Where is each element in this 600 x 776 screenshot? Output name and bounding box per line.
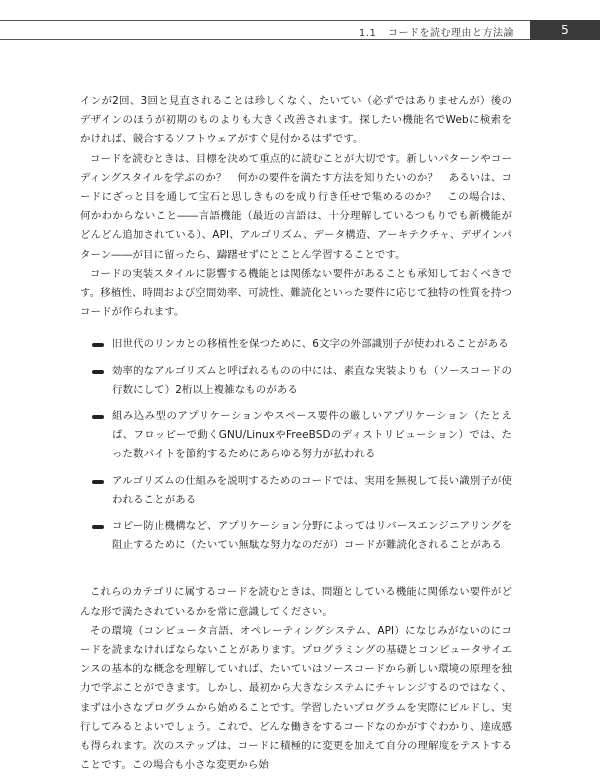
bullet-item bbox=[80, 407, 512, 465]
page-number: 5 bbox=[561, 23, 569, 37]
bullet-text: コピー防止機構など、アプリケーション分野によってはリバースエンジニアリングを阻止するために（たいてい無駄な努力なのだが）コードが難読化されることがある bbox=[112, 520, 512, 552]
paragraph: コードの実装スタイルに影響する機能とは関係ない要件があることも承知しておくべきです。移植性、時間および空間効率、可読性、難読化といった要件に応じて独特の性質を持つコードが作られます。 bbox=[80, 267, 512, 319]
paragraph: これらのカテゴリに属するコードを読むときは、問題としている機能に関係ない要件がどんな形で満たされているかを常に意識してください。 bbox=[80, 586, 512, 618]
bullet-item bbox=[80, 472, 512, 510]
section-title: コードを読む理由と方法論 bbox=[388, 28, 514, 39]
section-number: 1.1 bbox=[358, 28, 377, 39]
paragraph-continued: インが2回、3回と見直されることは珍しくなく、たいてい（必ずではありませんが）後のデザインのほうが初期のものよりも大きく改善されます。探したい機能名でWebに検索をかければ、競合するソフトウェアがすぐ見付かるはずです。 bbox=[80, 95, 512, 146]
bullet-marker-icon bbox=[92, 343, 104, 347]
bullet-text: 効率的なアルゴリズムと呼ばれるものの中には、素直な実装よりも（ソースコードの行数にして）2桁以上複雑なものがある bbox=[112, 364, 512, 396]
bullet-list bbox=[80, 335, 512, 555]
running-head bbox=[359, 24, 514, 39]
bullet-text: 組み込み型のアプリケーションやスペース要件の厳しいアプリケーション（たとえば、フロッピーで動くGNU/LinuxやFreeBSDのディストリビューション）では、たった数バイトを節約するためにあらゆる努力が払われる bbox=[112, 410, 512, 461]
bullet-marker-icon bbox=[92, 415, 104, 419]
bullet-marker-icon bbox=[92, 525, 104, 529]
bullet-item bbox=[80, 335, 512, 354]
bullet-text: アルゴリズムの仕組みを説明するためのコードでは、実用を無視して長い識別子が使われることがある bbox=[112, 474, 512, 506]
paragraph: その環境（コンピュータ言語、オペレーティングシステム、API）になじみがないのにコードを読まなければならないことがあります。プログラミングの基礎とコンピュータサイエンスの基本的な概念を理解していれば、たいていはソースコードから新しい環境の原理を独力で学ぶことができます。しかし、最初から大きなシステムにチャレンジするのではなく、まずは小さなプログラムから始めることです。学習したいプログラムを実際にビルドし、実行してみるとよいでしょう。これで、どんな働きをするコードなのかがすぐわかり、達成感も得られます。次のステップは、コードに積極的に変更を加えて自分の理解度をテストすることです。この場合も小さな変更から始 bbox=[80, 624, 512, 772]
paragraph: コードを読むときは、目標を決めて重点的に読むことが大切です。新しいパターンやコーディングスタイルを学ぶのか？ 何かの要件を満たす方法を知りたいのか？ あるいは、コードにざっと目を通して宝石と思しきものを成り行き任せで集めるのか？ この場合は、何かわからないこと――言語機能（最近の言語は、十分理解しているつもりでも新機能がどんどん追加されている）、API、アルゴリズム、データ構造、アーキテクチャ、デザインパターン――が目に留ったら、躊躇せずにとことん学習することです。 bbox=[80, 152, 512, 261]
bullet-marker-icon bbox=[92, 370, 104, 374]
page-body bbox=[80, 92, 512, 776]
bullet-item bbox=[80, 362, 512, 400]
page-number-tab bbox=[530, 20, 600, 40]
page-header bbox=[0, 20, 600, 42]
bullet-text: 旧世代のリンカとの移植性を保つために、6文字の外部識別子が使われることがある bbox=[112, 338, 509, 351]
bullet-marker-icon bbox=[92, 480, 104, 484]
bullet-item bbox=[80, 517, 512, 555]
